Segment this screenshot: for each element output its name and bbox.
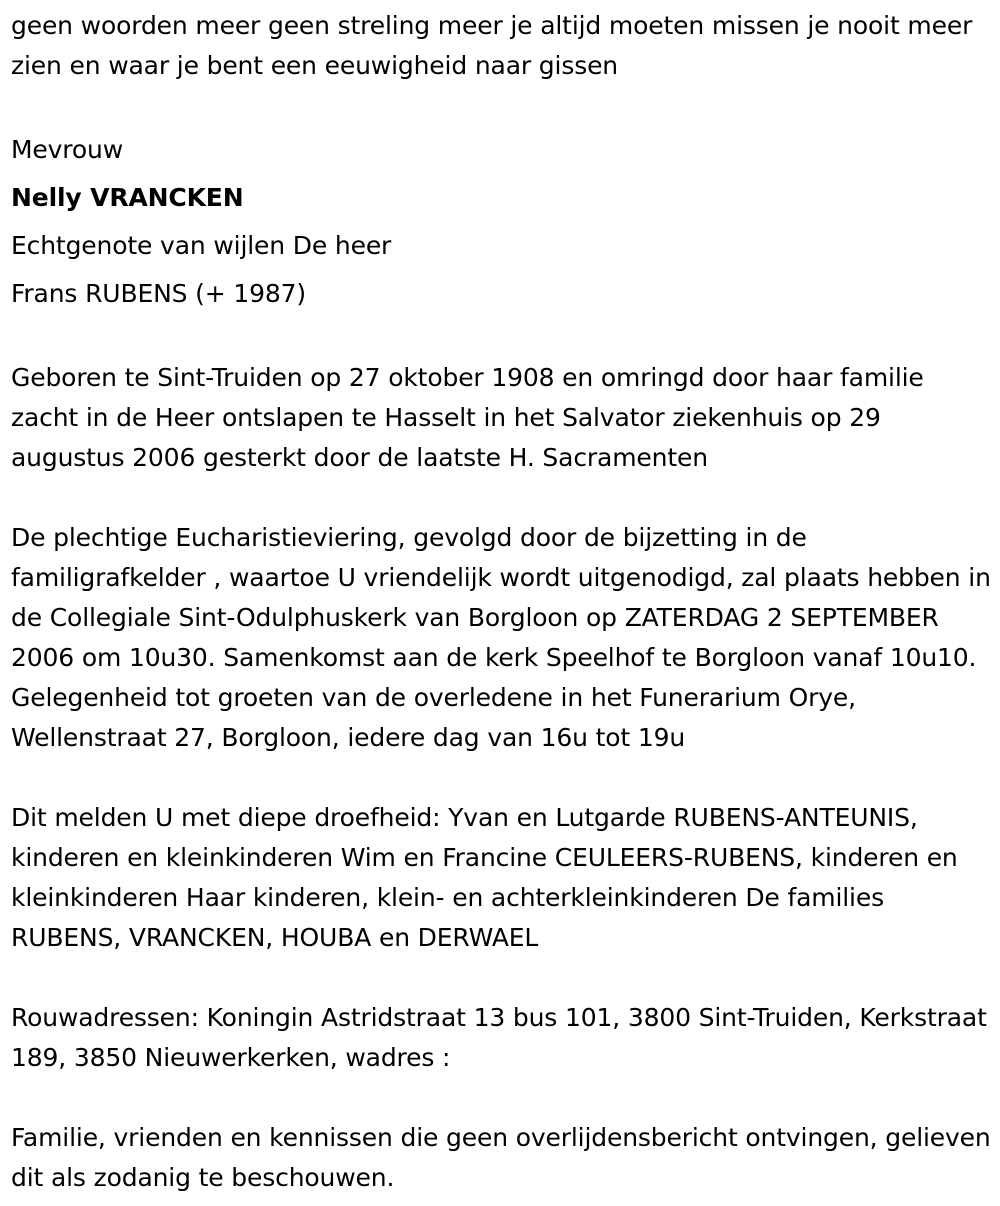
title-prefix: Mevrouw — [11, 135, 124, 164]
birth-death-paragraph: Geboren te Sint-Truiden op 27 oktober 1908 en omringd door haar familie zacht in de Heer ontslapen te Hasselt in het Salvator ziekenhuis op 29 augustus 2006 gesterkt door de laatste H. Sacramenten — [11, 363, 932, 472]
ceremony-paragraph: De plechtige Eucharistieviering, gevolgd door de bijzetting in de familigrafkelder , waartoe U vriendelijk wordt uitgenodigd, zal plaats hebben in de Collegiale Sint-Odulphuskerk van Borgloon op ZATERDAG 2 SEPTEMBER 2006 om 10u30. Samenkomst aan de kerk Speelhof te Borgloon vanaf 10u10. Gelegenheid tot groeten van de overledene in het Funerarium Orye, Wellenstraat 27, Borgloon, iedere dag van 16u tot 19u — [11, 523, 999, 752]
closing-paragraph: Familie, vrienden en kennissen die geen overlijdensbericht ontvingen, gelieven dit als zodanig te beschouwen. — [11, 1123, 999, 1192]
spacer — [11, 478, 991, 518]
spouse-line-1: Echtgenote van wijlen De heer — [11, 231, 392, 260]
spacer — [11, 958, 991, 998]
obituary-document — [11, 0, 999, 1198]
spouse-line-2: Frans RUBENS (+ 1987) — [11, 279, 306, 308]
addresses-paragraph: Rouwadressen: Koningin Astridstraat 13 bus 101, 3800 Sint-Truiden, Kerkstraat 189, 3850 Nieuwerkerken, wadres : — [11, 1003, 995, 1072]
spacer — [11, 758, 991, 798]
spacer — [11, 1078, 991, 1118]
deceased-name: Nelly VRANCKEN — [11, 183, 244, 212]
family-paragraph: Dit melden U met diepe droefheid: Yvan en Lutgarde RUBENS-ANTEUNIS, kinderen en kleinkinderen Wim en Francine CEULEERS-RUBENS, kinderen en kleinkinderen Haar kinderen, klein- en achterkleinkinderen De families RUBENS, VRANCKEN, HOUBA en DERWAEL — [11, 803, 966, 952]
spacer — [11, 318, 991, 358]
spacer — [11, 86, 991, 126]
intro-verse: geen woorden meer geen streling meer je altijd moeten missen je nooit meer zien en waar je bent een eeuwigheid naar gissen — [11, 11, 980, 80]
